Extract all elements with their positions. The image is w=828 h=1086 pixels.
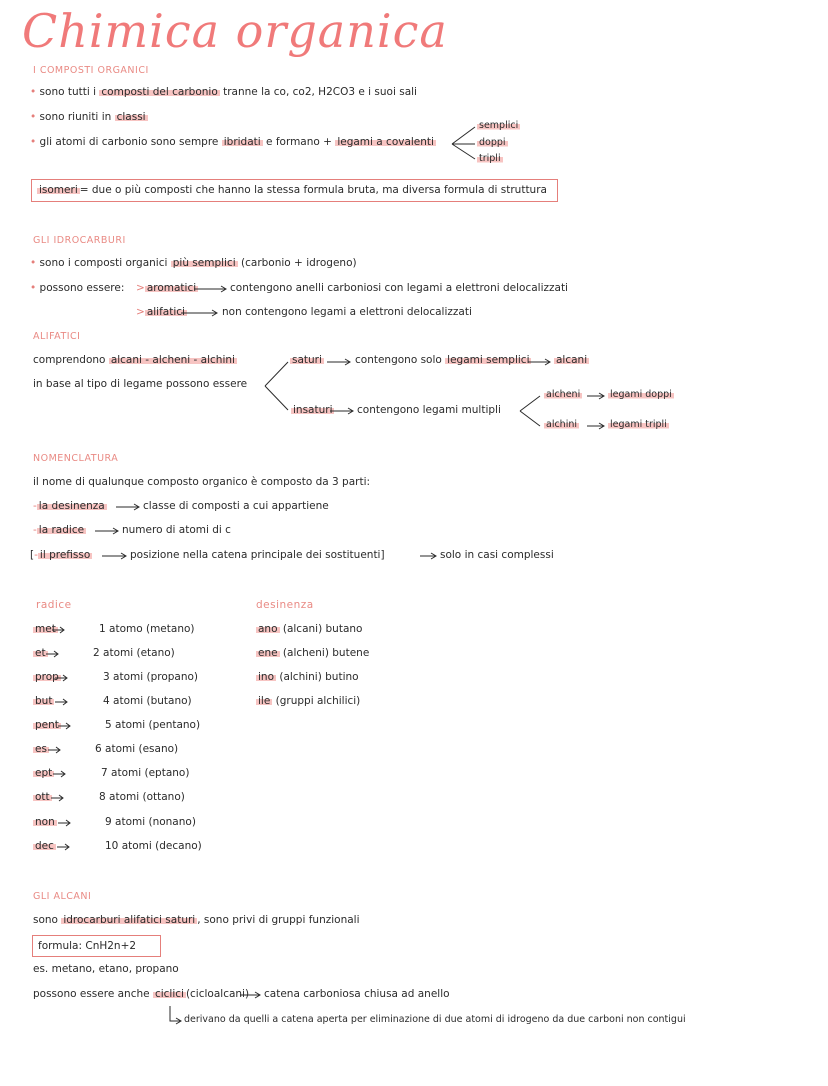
insaturi-label: insaturi [293, 404, 333, 416]
nomenclatura-prefisso: [- il prefisso [30, 549, 91, 561]
radice-desc: 5 atomi (pentano) [105, 719, 201, 731]
radice-prefix: et [35, 647, 46, 659]
alcani-line-4: derivano da quelli a catena aperta per eliminazione di due atomi di idrogeno da due carboni non contigui [184, 1014, 686, 1025]
alcani-label: alcani [556, 354, 588, 366]
radice-prefix: non [35, 816, 55, 828]
page-title: Chimica organica [22, 4, 448, 58]
radice-prefix: dec [35, 840, 54, 852]
insaturi-desc: contengono legami multipli [357, 404, 501, 416]
saturi-label: saturi [292, 354, 322, 366]
alifatici-line-1: comprendono alcani - alcheni - alchini [33, 354, 235, 366]
desinenza-item: ano (alcani) butano [258, 623, 363, 635]
composti-line-1: • sono tutti i composti del carbonio tranne la co, co2, H2CO3 e i suoi sali [30, 86, 417, 98]
radice-desc: 3 atomi (propano) [103, 671, 199, 683]
alcani-line-3-desc: catena carboniosa chiusa ad anello [264, 988, 450, 1000]
alcani-line-3: possono essere anche ciclici (cicloalcani) [33, 988, 250, 1000]
isomeri-box: isomeri = due o più composti che hanno la stessa formula bruta, ma diversa formula di struttura [31, 179, 558, 202]
radice-prefix: ott [35, 791, 50, 803]
radice-prefix: pent [35, 719, 59, 731]
saturi-desc: contengono solo legami semplici [355, 354, 530, 366]
branch-semplici: semplici [479, 120, 519, 131]
section-heading-composti: I COMPOSTI ORGANICI [33, 65, 149, 76]
branch-doppi: doppi [479, 137, 506, 148]
desinenza-item: ino (alchini) butino [258, 671, 359, 683]
desinenza-item: ene (alcheni) butene [258, 647, 370, 659]
nomenclatura-radice: - la radice [33, 524, 85, 536]
nomenclatura-desinenza: - la desinenza [33, 500, 105, 512]
formula-box: formula: CnH2n+2 [32, 935, 161, 957]
nomenclatura-intro: il nome di qualunque composto organico è composto da 3 parti: [33, 476, 371, 488]
nomenclatura-prefisso-note: solo in casi complessi [440, 549, 554, 561]
radice-prefix: ept [35, 767, 53, 779]
alifatici-line: > alifatici [136, 306, 185, 318]
section-heading-idrocarburi: GLI IDROCARBURI [33, 235, 126, 246]
legami-tripli: legami tripli [610, 419, 667, 430]
radice-desc: 10 atomi (decano) [105, 840, 202, 852]
idrocarburi-line-2: • possono essere: [30, 282, 125, 294]
nomenclatura-desinenza-desc: classe di composti a cui appartiene [143, 500, 329, 512]
alcani-esempi: es. metano, etano, propano [33, 963, 179, 975]
radice-prefix: es [35, 743, 47, 755]
aromatici-desc: contengono anelli carboniosi con legami a elettroni delocalizzati [230, 282, 568, 294]
radice-desc: 7 atomi (eptano) [101, 767, 190, 779]
alifatici-line-2: in base al tipo di legame possono essere [33, 378, 248, 390]
radice-heading: radice [36, 599, 72, 611]
radice-desc: 6 atomi (esano) [95, 743, 179, 755]
alchini-label: alchini [546, 419, 578, 430]
alcani-line-1: sono idrocarburi alifatici saturi , sono privi di gruppi funzionali [33, 914, 360, 926]
branch-tripli: tripli [479, 153, 501, 164]
radice-desc: 9 atomi (nonano) [105, 816, 196, 828]
alcheni-label: alcheni [546, 389, 581, 400]
desinenza-item: ile (gruppi alchilici) [258, 695, 361, 707]
nomenclatura-radice-desc: numero di atomi di c [122, 524, 231, 536]
radice-desc: 2 atomi (etano) [93, 647, 175, 659]
radice-prefix: but [35, 695, 53, 707]
nomenclatura-prefisso-desc: posizione nella catena principale dei sostituenti] [130, 549, 385, 561]
radice-desc: 1 atomo (metano) [99, 623, 195, 635]
desinenza-heading: desinenza [256, 599, 314, 611]
aromatici-line: > aromatici [136, 282, 197, 294]
idrocarburi-line-1: • sono i composti organici più semplici (carbonio + idrogeno) [30, 257, 357, 269]
radice-desc: 8 atomi (ottano) [99, 791, 185, 803]
legami-doppi: legami doppi [610, 389, 672, 400]
radice-prefix: prop [35, 671, 59, 683]
alifatici-desc: non contengono legami a elettroni delocalizzati [222, 306, 472, 318]
composti-line-2: • sono riuniti in classi [30, 111, 146, 123]
radice-desc: 4 atomi (butano) [103, 695, 192, 707]
radice-prefix: met [35, 623, 56, 635]
section-heading-alifatici: ALIFATICI [33, 331, 81, 342]
composti-line-3: • gli atomi di carbonio sono sempre ibridati e formano + legami a covalenti [30, 136, 434, 148]
section-heading-alcani: GLI ALCANI [33, 891, 92, 902]
section-heading-nomenclatura: NOMENCLATURA [33, 453, 119, 464]
